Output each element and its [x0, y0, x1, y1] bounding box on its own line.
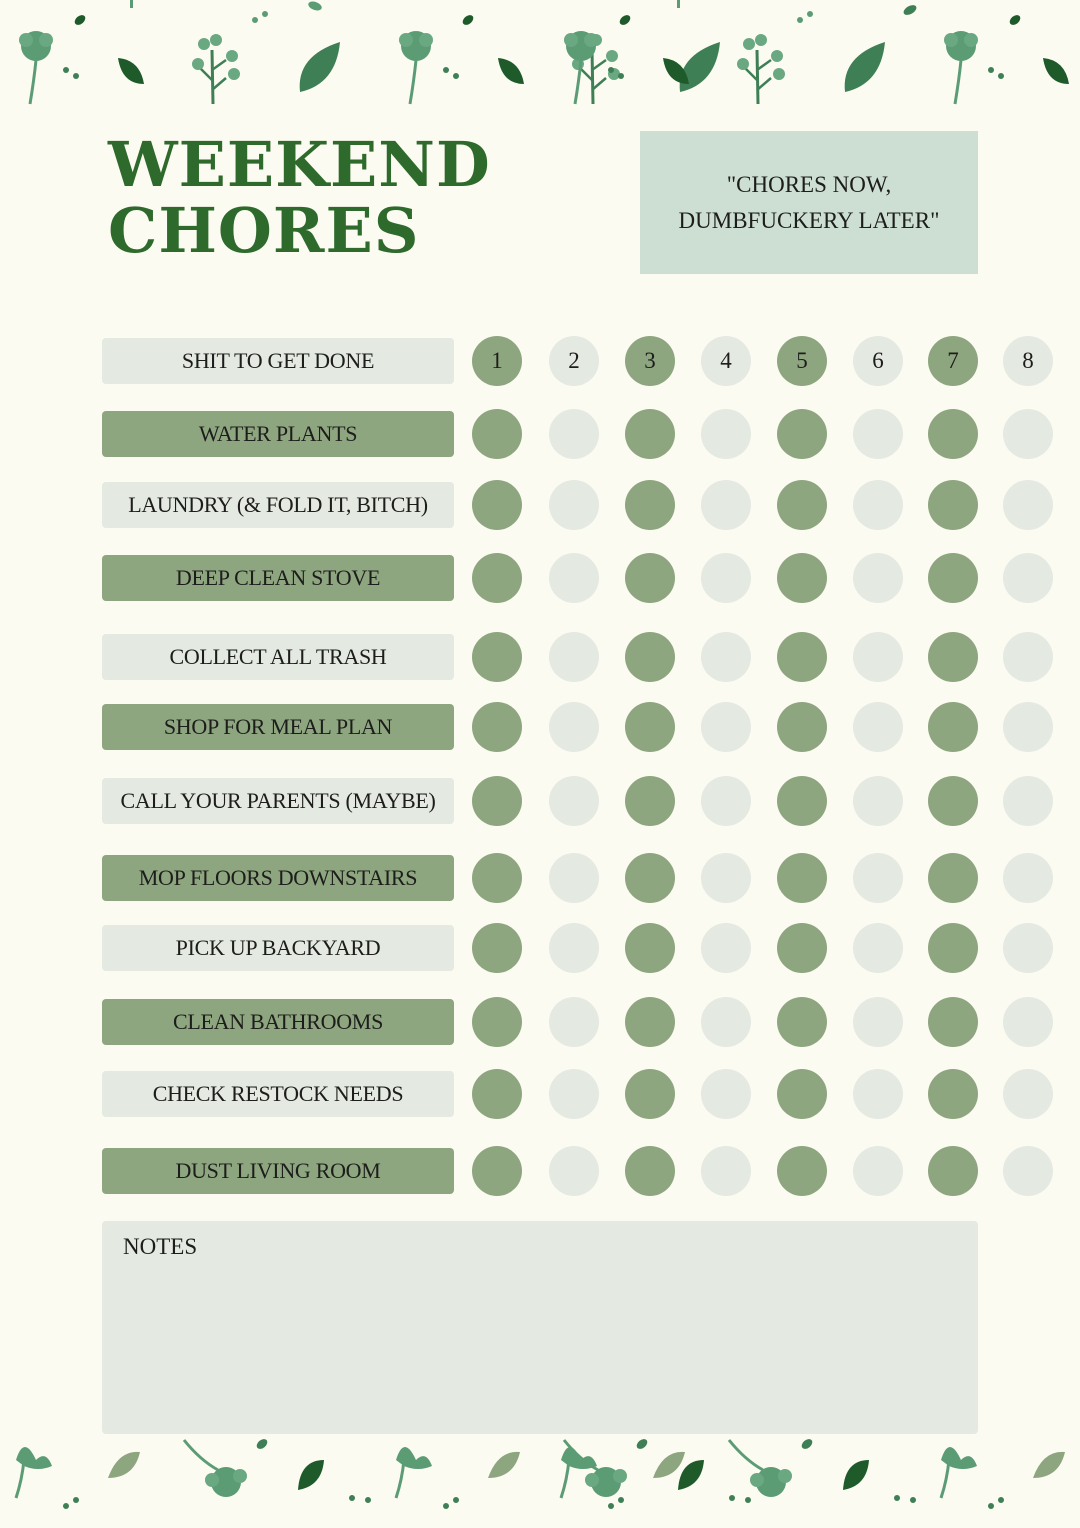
chore-checkbox-circle[interactable] — [701, 853, 751, 903]
column-number-6[interactable]: 6 — [853, 336, 903, 386]
chore-checkbox-circle[interactable] — [625, 853, 675, 903]
chore-checkbox-circle[interactable] — [777, 1146, 827, 1196]
chore-checkbox-circle[interactable] — [928, 853, 978, 903]
chore-checkbox-circle[interactable] — [1003, 776, 1053, 826]
chore-checkbox-circle[interactable] — [472, 923, 522, 973]
quote-box — [640, 131, 978, 274]
bottom-botanical-border — [0, 1420, 1080, 1528]
chore-label: CALL YOUR PARENTS (MAYBE) — [102, 778, 454, 824]
notes-label: NOTES — [123, 1234, 198, 1259]
chore-checkbox-circle[interactable] — [549, 632, 599, 682]
chore-checkbox-circle[interactable] — [472, 1146, 522, 1196]
page-title — [108, 128, 491, 267]
chore-label: MOP FLOORS DOWNSTAIRS — [102, 855, 454, 901]
chore-checkbox-circle[interactable] — [853, 1146, 903, 1196]
chore-checkbox-circle[interactable] — [472, 553, 522, 603]
chore-checkbox-circle[interactable] — [701, 923, 751, 973]
chore-checkbox-circle[interactable] — [625, 702, 675, 752]
chore-checkbox-circle[interactable] — [625, 632, 675, 682]
column-number-4[interactable]: 4 — [701, 336, 751, 386]
chore-label: WATER PLANTS — [102, 411, 454, 457]
top-botanical-border — [0, 0, 1080, 115]
chore-checkbox-circle[interactable] — [625, 1069, 675, 1119]
chore-checkbox-circle[interactable] — [928, 409, 978, 459]
chore-header-label: SHIT TO GET DONE — [102, 338, 454, 384]
column-number-5[interactable]: 5 — [777, 336, 827, 386]
chore-checkbox-circle[interactable] — [625, 553, 675, 603]
chore-checkbox-circle[interactable] — [777, 480, 827, 530]
chore-checkbox-circle[interactable] — [928, 776, 978, 826]
chore-checkbox-circle[interactable] — [853, 923, 903, 973]
chore-checkbox-circle[interactable] — [472, 480, 522, 530]
chore-label: LAUNDRY (& FOLD IT, BITCH) — [102, 482, 454, 528]
chore-checkbox-circle[interactable] — [549, 1146, 599, 1196]
chore-checkbox-circle[interactable] — [549, 923, 599, 973]
notes-area[interactable] — [102, 1221, 978, 1434]
chore-checkbox-circle[interactable] — [928, 923, 978, 973]
chore-checkbox-circle[interactable] — [472, 1069, 522, 1119]
chore-checkbox-circle[interactable] — [1003, 853, 1053, 903]
chore-checkbox-circle[interactable] — [853, 853, 903, 903]
chore-checkbox-circle[interactable] — [472, 776, 522, 826]
chore-checkbox-circle[interactable] — [928, 480, 978, 530]
column-number-2[interactable]: 2 — [549, 336, 599, 386]
chore-checkbox-circle[interactable] — [625, 1146, 675, 1196]
chore-checkbox-circle[interactable] — [549, 776, 599, 826]
quote-text: "CHORES NOW, DUMBFUCKERY LATER" — [678, 171, 940, 233]
chore-checkbox-circle[interactable] — [777, 923, 827, 973]
chore-checkbox-circle[interactable] — [928, 1146, 978, 1196]
chore-checkbox-circle[interactable] — [777, 702, 827, 752]
chore-label: CLEAN BATHROOMS — [102, 999, 454, 1045]
chore-checkbox-circle[interactable] — [701, 480, 751, 530]
chore-checkbox-circle[interactable] — [701, 1146, 751, 1196]
chore-checkbox-circle[interactable] — [1003, 409, 1053, 459]
chore-label: DUST LIVING ROOM — [102, 1148, 454, 1194]
chore-checkbox-circle[interactable] — [928, 1069, 978, 1119]
chore-label: PICK UP BACKYARD — [102, 925, 454, 971]
column-number-7[interactable]: 7 — [928, 336, 978, 386]
chore-checkbox-circle[interactable] — [1003, 923, 1053, 973]
chore-checkbox-circle[interactable] — [472, 997, 522, 1047]
chore-checkbox-circle[interactable] — [701, 409, 751, 459]
chore-checkbox-circle[interactable] — [853, 1069, 903, 1119]
chore-checkbox-circle[interactable] — [701, 776, 751, 826]
chore-checkbox-circle[interactable] — [853, 480, 903, 530]
chore-checkbox-circle[interactable] — [701, 702, 751, 752]
chore-checkbox-circle[interactable] — [777, 853, 827, 903]
chore-checkbox-circle[interactable] — [472, 702, 522, 752]
chore-checkbox-circle[interactable] — [1003, 997, 1053, 1047]
chore-checkbox-circle[interactable] — [701, 632, 751, 682]
chore-checkbox-circle[interactable] — [549, 702, 599, 752]
chore-checkbox-circle[interactable] — [928, 553, 978, 603]
chore-label: CHECK RESTOCK NEEDS — [102, 1071, 454, 1117]
title-line-weekend: WEEKEND — [108, 128, 491, 201]
chore-checkbox-circle[interactable] — [928, 632, 978, 682]
chore-checkbox-circle[interactable] — [853, 409, 903, 459]
chore-checkbox-circle[interactable] — [625, 480, 675, 530]
chore-checkbox-circle[interactable] — [777, 1069, 827, 1119]
chore-checkbox-circle[interactable] — [928, 997, 978, 1047]
chore-checkbox-circle[interactable] — [549, 1069, 599, 1119]
chore-checkbox-circle[interactable] — [853, 702, 903, 752]
chore-checkbox-circle[interactable] — [1003, 1146, 1053, 1196]
chore-checkbox-circle[interactable] — [549, 553, 599, 603]
chore-checkbox-circle[interactable] — [853, 776, 903, 826]
chore-checkbox-circle[interactable] — [928, 702, 978, 752]
chore-checkbox-circle[interactable] — [1003, 1069, 1053, 1119]
chore-checkbox-circle[interactable] — [853, 632, 903, 682]
chore-checkbox-circle[interactable] — [853, 553, 903, 603]
chore-checkbox-circle[interactable] — [549, 409, 599, 459]
chore-label: SHOP FOR MEAL PLAN — [102, 704, 454, 750]
chore-checkbox-circle[interactable] — [853, 997, 903, 1047]
chore-checkbox-circle[interactable] — [472, 853, 522, 903]
chore-checkbox-circle[interactable] — [625, 997, 675, 1047]
chore-checkbox-circle[interactable] — [777, 553, 827, 603]
chore-checkbox-circle[interactable] — [1003, 702, 1053, 752]
chore-checkbox-circle[interactable] — [549, 853, 599, 903]
chore-checkbox-circle[interactable] — [777, 632, 827, 682]
column-number-1[interactable]: 1 — [472, 336, 522, 386]
chore-checkbox-circle[interactable] — [777, 409, 827, 459]
chore-checkbox-circle[interactable] — [777, 776, 827, 826]
chore-checkbox-circle[interactable] — [1003, 553, 1053, 603]
chore-checkbox-circle[interactable] — [625, 409, 675, 459]
column-number-3[interactable]: 3 — [625, 336, 675, 386]
chore-label: COLLECT ALL TRASH — [102, 634, 454, 680]
title-line-chores: CHORES — [108, 194, 420, 267]
chore-checkbox-circle[interactable] — [472, 632, 522, 682]
chore-checkbox-circle[interactable] — [549, 480, 599, 530]
chore-checkbox-circle[interactable] — [1003, 480, 1053, 530]
chore-checkbox-circle[interactable] — [701, 553, 751, 603]
chore-checkbox-circle[interactable] — [549, 997, 599, 1047]
chore-checkbox-circle[interactable] — [701, 1069, 751, 1119]
chore-checkbox-circle[interactable] — [701, 997, 751, 1047]
chore-checkbox-circle[interactable] — [625, 923, 675, 973]
chore-checkbox-circle[interactable] — [625, 776, 675, 826]
chore-checkbox-circle[interactable] — [777, 997, 827, 1047]
column-number-8[interactable]: 8 — [1003, 336, 1053, 386]
chore-checkbox-circle[interactable] — [1003, 632, 1053, 682]
chore-checkbox-circle[interactable] — [472, 409, 522, 459]
chore-label: DEEP CLEAN STOVE — [102, 555, 454, 601]
